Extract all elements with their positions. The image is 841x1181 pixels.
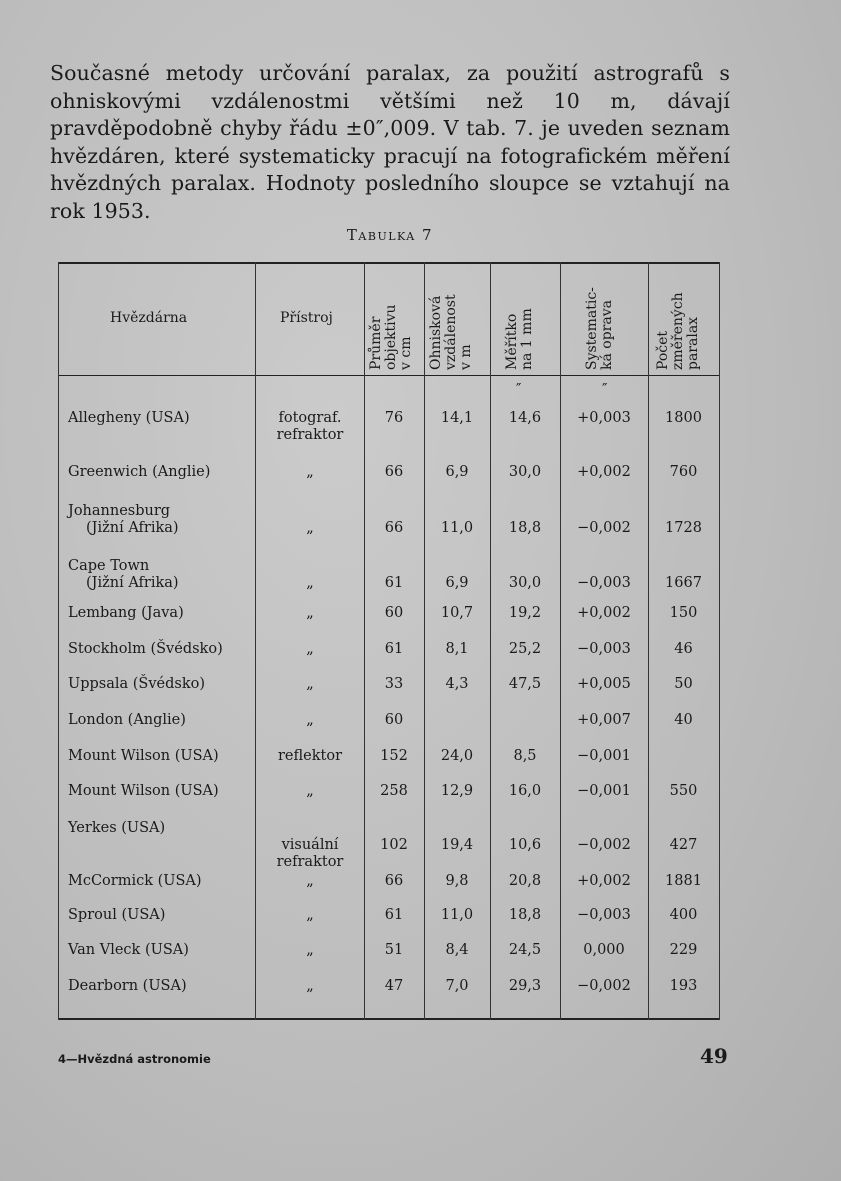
instrument: „ — [306, 676, 314, 692]
parallax-table — [58, 262, 720, 1020]
col-rule — [58, 262, 59, 1020]
value-s: 29,3 — [508, 978, 542, 994]
instrument: reflektor — [277, 748, 343, 764]
observatory-name: Allegheny (USA) — [68, 410, 190, 426]
instrument: „ — [306, 520, 314, 536]
value-s: 30,0 — [508, 464, 542, 480]
instrument: „ — [306, 641, 314, 657]
value-c: +0,002 — [577, 873, 631, 889]
unit-mark-correction: ″ — [602, 382, 608, 398]
value-s: 18,8 — [508, 907, 542, 923]
value-d: 66 — [384, 464, 404, 480]
observatory-name: Van Vleck (USA) — [68, 942, 189, 958]
table-bottom-rule — [58, 1018, 720, 1020]
value-c: +0,002 — [577, 464, 631, 480]
observatory-name: Greenwich (Anglie) — [68, 464, 211, 480]
value-d: 61 — [384, 907, 404, 923]
value-f: 11,0 — [440, 520, 474, 536]
observatory-name: McCormick (USA) — [68, 873, 202, 889]
header-scale: Měřítko na 1 mm — [504, 308, 535, 370]
observatory-name: Dearborn (USA) — [68, 978, 187, 994]
page-number: 49 — [700, 1044, 728, 1068]
instrument: „ — [306, 942, 314, 958]
value-c: −0,001 — [577, 748, 631, 764]
instrument: „ — [306, 464, 314, 480]
value-d: 51 — [384, 942, 404, 958]
value-f: 24,0 — [440, 748, 474, 764]
observatory-name: Stockholm (Švédsko) — [68, 641, 223, 657]
unit-mark-scale: ″ — [516, 382, 522, 398]
value-f: 4,3 — [445, 676, 469, 692]
instrument: „ — [306, 783, 314, 799]
value-s: 24,5 — [508, 942, 542, 958]
instrument: „ — [306, 907, 314, 923]
value-s: 20,8 — [508, 873, 542, 889]
header-observatory: Hvězdárna — [110, 310, 188, 326]
value-c: +0,002 — [577, 605, 631, 621]
value-d: 66 — [384, 520, 404, 536]
value-n: 1881 — [665, 873, 702, 889]
value-f: 8,4 — [445, 942, 469, 958]
value-c: −0,002 — [577, 520, 631, 536]
value-f: 9,8 — [445, 873, 469, 889]
value-f: 6,9 — [445, 464, 469, 480]
observatory-name: Sproul (USA) — [68, 907, 166, 923]
col-rule — [719, 262, 720, 1020]
value-d: 61 — [384, 575, 404, 591]
value-n: 1728 — [665, 520, 702, 536]
observatory-name: Mount Wilson (USA) — [68, 748, 219, 764]
observatory-name: Cape Town (Jižní Afrika) — [68, 558, 179, 591]
observatory-name: London (Anglie) — [68, 712, 186, 728]
observatory-name: Uppsala (Švédsko) — [68, 676, 206, 692]
value-f: 12,9 — [440, 783, 474, 799]
value-c: −0,001 — [577, 783, 631, 799]
value-d: 76 — [384, 410, 404, 426]
intro-paragraph: Současné metody určování paralax, za použití astrografů s ohniskovými vzdálenostmi většími než 10 m, dávají pravděpodobně chyby řádu ±0″,009. V tab. 7. je uveden seznam hvězdáren, které systematicky pracují na fotografickém měření hvězdných paralax. Hodnoty posledního sloupce se vztahují na rok 1953. — [50, 61, 730, 223]
value-c: −0,002 — [577, 978, 631, 994]
value-d: 60 — [384, 712, 404, 728]
value-n: 1667 — [665, 575, 702, 591]
observatory-name: Johannesburg (Jižní Afrika) — [68, 503, 179, 536]
value-s: 16,0 — [508, 783, 542, 799]
instrument: „ — [306, 575, 314, 591]
value-c: −0,002 — [577, 837, 631, 853]
observatory-name: Yerkes (USA) — [68, 820, 166, 836]
value-n: 550 — [669, 783, 698, 799]
header-systematic-correction: Systematic- ká oprava — [584, 287, 615, 370]
value-n: 50 — [674, 676, 693, 692]
value-n: 193 — [669, 978, 698, 994]
instrument: „ — [306, 712, 314, 728]
value-s: 18,8 — [508, 520, 542, 536]
value-s: 47,5 — [508, 676, 542, 692]
header-parallax-count: Počet změřených paralax — [655, 292, 701, 370]
instrument: „ — [306, 978, 314, 994]
value-d: 102 — [380, 837, 408, 853]
value-d: 33 — [384, 676, 404, 692]
value-c: −0,003 — [577, 575, 631, 591]
footer-signature: 4—Hvězdná astronomie — [58, 1052, 211, 1066]
value-c: +0,003 — [577, 410, 631, 426]
table-caption: Tabulka 7 — [346, 226, 434, 244]
observatory-name: Mount Wilson (USA) — [68, 783, 219, 799]
value-n: 400 — [669, 907, 698, 923]
value-d: 60 — [384, 605, 404, 621]
value-d: 66 — [384, 873, 404, 889]
instrument: fotograf. refraktor — [276, 410, 344, 443]
value-f: 19,4 — [440, 837, 474, 853]
table-top-rule — [58, 262, 720, 264]
value-f: 11,0 — [440, 907, 474, 923]
value-s: 19,2 — [508, 605, 542, 621]
instrument: „ — [306, 605, 314, 621]
observatory-name: Lembang (Java) — [68, 605, 184, 621]
value-s: 25,2 — [508, 641, 542, 657]
value-n: 760 — [669, 464, 698, 480]
value-c: +0,007 — [577, 712, 631, 728]
value-d: 61 — [384, 641, 404, 657]
value-s: 14,6 — [508, 410, 542, 426]
value-c: −0,003 — [577, 641, 631, 657]
value-c: +0,005 — [577, 676, 631, 692]
value-n: 1800 — [665, 410, 702, 426]
value-s: 30,0 — [508, 575, 542, 591]
instrument: „ — [306, 873, 314, 889]
value-f: 6,9 — [445, 575, 469, 591]
header-rule — [58, 375, 720, 376]
value-d: 152 — [380, 748, 408, 764]
value-n: 229 — [669, 942, 698, 958]
value-f: 10,7 — [440, 605, 474, 621]
value-f: 7,0 — [445, 978, 469, 994]
value-s: 10,6 — [508, 837, 542, 853]
value-n: 427 — [669, 837, 698, 853]
value-c: −0,003 — [577, 907, 631, 923]
value-f: 14,1 — [440, 410, 474, 426]
value-d: 47 — [384, 978, 404, 994]
instrument: visuální refraktor — [276, 837, 344, 870]
value-n: 46 — [674, 641, 693, 657]
value-d: 258 — [380, 783, 408, 799]
value-c: 0,000 — [583, 942, 625, 958]
value-n: 40 — [674, 712, 693, 728]
value-n: 150 — [669, 605, 698, 621]
value-s: 8,5 — [513, 748, 537, 764]
value-f: 8,1 — [445, 641, 469, 657]
header-diameter: Průměr objektivu v cm — [368, 304, 414, 370]
header-focal-length: Ohnisková vzdálenost v m — [428, 294, 474, 370]
header-instrument: Přístroj — [280, 310, 333, 326]
